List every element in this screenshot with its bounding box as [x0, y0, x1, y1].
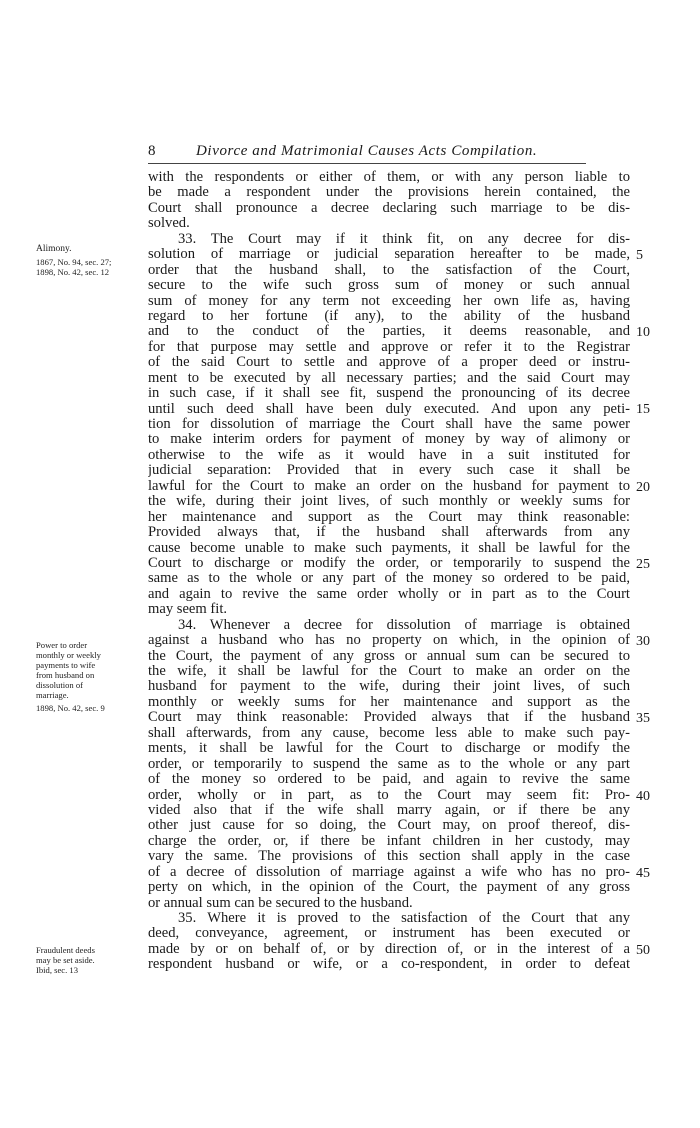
line-number: 25	[636, 556, 650, 572]
text-line: monthly or weekly sums for her maintenance and support as the	[148, 694, 630, 710]
text-line: vary the same. The provisions of this section shall apply in the case	[148, 849, 630, 865]
text-line: vided also that if the wife shall marry again, or if there be any	[148, 802, 630, 818]
line-number: 30	[636, 634, 650, 649]
line-number: 15	[636, 402, 650, 418]
margin-note-line: 1898, No. 42, sec. 9	[36, 703, 105, 713]
text-line: husband for payment to the wife, during their joint lives, of such	[148, 679, 630, 695]
text-line: Court may think reasonable: Provided always that if the husband	[148, 710, 630, 726]
text-line: may seem fit.	[148, 602, 228, 618]
text-line: tion for dissolution of marriage the Court shall have the same power	[148, 417, 630, 432]
text-line: the Court, the payment of any gross or annual sum can be secured to	[148, 648, 630, 664]
text-line: ment to be executed by all necessary parties; and the said Court may	[148, 370, 630, 386]
text-line: Court shall pronounce a decree declaring such marriage to be dis-	[148, 200, 630, 216]
text-line: for that purpose may settle and approve or refer it to the Registrar	[148, 339, 630, 355]
text-line: and again to revive the same order wholly or in part as to the Court	[148, 586, 630, 602]
running-header	[148, 143, 586, 164]
line-number: 5	[636, 247, 643, 263]
text-line: ments, it shall be lawful for the Court to discharge or modify the	[148, 741, 630, 757]
text-line: charge the order, or, if there be infant children in her custody, may	[148, 833, 630, 849]
margin-note-line: Fraudulent deeds	[36, 945, 95, 955]
text-line: of the money so ordered to be paid, and again to revive the same	[148, 772, 630, 788]
line-number: 35	[636, 711, 650, 727]
text-line: solved.	[148, 216, 190, 232]
text-line: order that the husband shall, to the satisfaction of the Court,	[148, 262, 630, 278]
body-text	[148, 170, 630, 973]
running-title: Divorce and Matrimonial Causes Acts Compilation.	[196, 143, 538, 159]
margin-note-line: marriage.	[36, 690, 69, 700]
margin-note-power-to-order	[36, 640, 140, 713]
section-35-start: 35. Where it is proved to the satisfaction of the Court that any	[178, 911, 630, 926]
text-line: secure to the wife such gross sum of money or such annual	[148, 278, 630, 294]
text-line: perty on which, in the opinion of the Court, the payment of any gross	[148, 880, 630, 896]
margin-note-line: 1898, No. 42, sec. 12	[36, 267, 110, 277]
text-line: with the respondents or either of them, or with any person liable to	[148, 170, 630, 185]
margin-note-line: Ibid, sec. 13	[36, 965, 79, 975]
text-line: same as to the whole or any part of the money so ordered to be paid,	[148, 571, 630, 587]
text-line: order, or temporarily to suspend the same as to the whole or any part	[148, 756, 630, 772]
text-line: Court to discharge or modify the order, or temporarily to suspend the	[148, 555, 630, 571]
line-number: 20	[636, 479, 650, 495]
text-line: cause become unable to make such payments, it shall be lawful for the	[148, 540, 630, 556]
text-line: made by or on behalf of, or by direction of, or in the interest of a	[148, 941, 630, 957]
margin-note-fraudulent-deeds	[36, 945, 140, 975]
margin-note-line: payments to wife	[36, 660, 96, 670]
section-34-start: 34. Whenever a decree for dissolution of marriage is obtained	[178, 617, 630, 633]
text-line: and to the conduct of the parties, it deems reasonable, and	[148, 324, 630, 340]
text-line: Provided always that, if the husband shall afterwards from any	[148, 525, 630, 541]
margin-note-line: dissolution of	[36, 680, 84, 690]
text-line: the wife, it shall be lawful for the Court to make an order on the	[148, 664, 630, 679]
text-line: the wife, during their joint lives, of such monthly or weekly sums for	[148, 494, 630, 510]
text-line: lawful for the Court to make an order on the husband for payment to	[148, 478, 630, 494]
text-line: until such deed shall have been duly executed. And upon any peti-	[148, 401, 630, 417]
margin-note-line: may be set aside.	[36, 955, 95, 965]
margin-note-line: from husband on	[36, 670, 95, 680]
line-number: 50	[636, 943, 650, 958]
text-line: otherwise to the wife as it would have in a suit instituted for	[148, 447, 630, 463]
line-number: 40	[636, 788, 650, 804]
text-line: respondent husband or wife, or a co-respondent, in order to defeat	[148, 957, 630, 973]
text-line: other just cause for so doing, the Court may, on proof thereof, dis-	[148, 818, 630, 834]
line-number: 10	[636, 325, 650, 340]
text-line: her maintenance and support as the Court may think reasonable:	[148, 509, 630, 525]
text-line: solution of marriage or judicial separation hereafter to be made,	[148, 247, 630, 263]
text-line: sum of money for any term not exceeding her own life as, having	[148, 293, 630, 309]
text-line: of a decree of dissolution of marriage against a wife who has no pro-	[148, 864, 630, 880]
margin-note-line: 1867, No. 94, sec. 27;	[36, 257, 112, 267]
text-line: deed, conveyance, agreement, or instrument has been executed or	[148, 926, 630, 942]
text-line: regard to her fortune (if any), to the ability of the husband	[148, 308, 630, 324]
text-line: be made a respondent under the provisions herein contained, the	[148, 185, 630, 201]
text-line: in such case, if it shall see fit, suspend the pronouncing of its decree	[148, 386, 630, 402]
text-line: shall afterwards, from any cause, become less able to make such pay-	[148, 725, 630, 741]
section-33-start: 33. The Court may if it think fit, on any decree for dis-	[178, 231, 630, 247]
text-line: or annual sum can be secured to the husband.	[148, 895, 413, 911]
text-line: to make interim orders for payment of money by way of alimony or	[148, 432, 630, 448]
margin-note-line: Power to order	[36, 640, 88, 650]
text-line: judicial separation: Provided that in every such case it shall be	[148, 463, 630, 479]
margin-note-alimony	[36, 244, 140, 277]
text-line: of the said Court to settle and approve of a proper deed or instru-	[148, 355, 630, 371]
page-number: 8	[148, 143, 156, 159]
line-number: 45	[636, 865, 650, 881]
margin-note-line: monthly or weekly	[36, 650, 101, 660]
text-line: order, wholly or in part, as to the Court may seem fit: Pro-	[148, 787, 630, 803]
margin-note-line: Alimony.	[36, 244, 72, 254]
text-line: against a husband who has no property on which, in the opinion of	[148, 633, 630, 649]
